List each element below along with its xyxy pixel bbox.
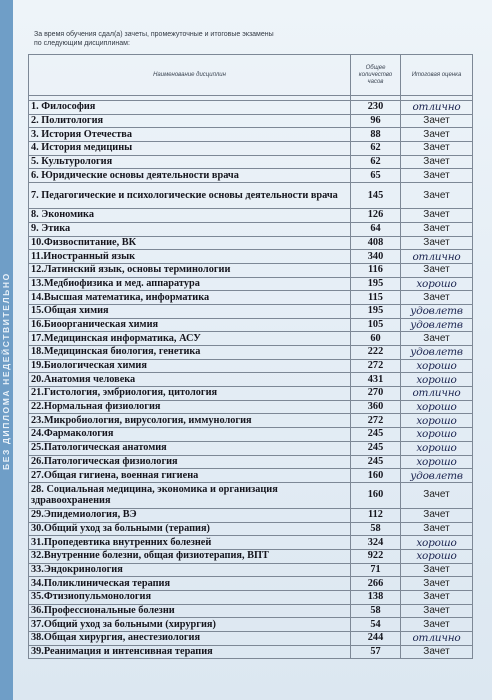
- printed-grade: Зачет: [401, 645, 473, 659]
- printed-grade: Зачет: [401, 563, 473, 577]
- handwritten-grade: хорошо: [401, 359, 473, 373]
- discipline-name: 24.Фармакология: [29, 428, 351, 442]
- discipline-name: 35.Фтизиопульмонология: [29, 591, 351, 605]
- discipline-name: 31.Пропедевтика внутренних болезней: [29, 536, 351, 550]
- table-row: [29, 604, 473, 618]
- discipline-name: 11.Иностранный язык: [29, 250, 351, 264]
- intro-text: [34, 30, 354, 48]
- discipline-name: 27.Общая гигиена, военная гигиена: [29, 469, 351, 483]
- discipline-hours: 115: [351, 291, 401, 305]
- table-row: [29, 549, 473, 563]
- handwritten-grade: удовлетв: [401, 318, 473, 332]
- side-security-band: [0, 0, 13, 700]
- side-band-text: БЕЗ ДИПЛОМА НЕДЕЙСТВИТЕЛЬНО: [1, 272, 11, 470]
- table-row: [29, 536, 473, 550]
- discipline-name: 8. Экономика: [29, 209, 351, 223]
- table-row: [29, 291, 473, 305]
- discipline-hours: 138: [351, 591, 401, 605]
- discipline-hours: 96: [351, 114, 401, 128]
- discipline-name: 38.Общая хирургия, анестезиология: [29, 632, 351, 646]
- handwritten-grade: отлично: [401, 250, 473, 264]
- discipline-hours: 245: [351, 455, 401, 469]
- handwritten-grade: хорошо: [401, 441, 473, 455]
- discipline-name: 2. Политология: [29, 114, 351, 128]
- table-row: [29, 263, 473, 277]
- table-row: [29, 304, 473, 318]
- handwritten-grade: хорошо: [401, 414, 473, 428]
- discipline-name: 4. История медицины: [29, 142, 351, 156]
- table-row: [29, 346, 473, 360]
- discipline-name: 5. Культурология: [29, 155, 351, 169]
- table-row: [29, 414, 473, 428]
- table-row: [29, 359, 473, 373]
- table-row: [29, 332, 473, 346]
- discipline-hours: 272: [351, 359, 401, 373]
- handwritten-grade: хорошо: [401, 400, 473, 414]
- printed-grade: Зачет: [401, 482, 473, 508]
- discipline-name: 6. Юридические основы деятельности врача: [29, 169, 351, 183]
- printed-grade: Зачет: [401, 142, 473, 156]
- discipline-hours: 324: [351, 536, 401, 550]
- discipline-hours: 922: [351, 549, 401, 563]
- discipline-hours: 340: [351, 250, 401, 264]
- discipline-hours: 60: [351, 332, 401, 346]
- table-row: [29, 250, 473, 264]
- printed-grade: Зачет: [401, 604, 473, 618]
- discipline-hours: 222: [351, 346, 401, 360]
- discipline-hours: 195: [351, 304, 401, 318]
- discipline-hours: 431: [351, 373, 401, 387]
- header-grade: Итоговая оценка: [401, 55, 473, 96]
- discipline-name: 20.Анатомия человека: [29, 373, 351, 387]
- printed-grade: Зачет: [401, 128, 473, 142]
- discipline-hours: 245: [351, 441, 401, 455]
- discipline-name: 23.Микробиология, вирусология, иммунология: [29, 414, 351, 428]
- discipline-hours: 64: [351, 222, 401, 236]
- table-row: [29, 591, 473, 605]
- discipline-name: 25.Патологическая анатомия: [29, 441, 351, 455]
- discipline-hours: 245: [351, 428, 401, 442]
- printed-grade: Зачет: [401, 591, 473, 605]
- discipline-name: 15.Общая химия: [29, 304, 351, 318]
- table-row: [29, 645, 473, 659]
- printed-grade: Зачет: [401, 169, 473, 183]
- printed-grade: Зачет: [401, 263, 473, 277]
- discipline-name: 26.Патологическая физиология: [29, 455, 351, 469]
- handwritten-grade: удовлетв: [401, 346, 473, 360]
- printed-grade: Зачет: [401, 222, 473, 236]
- printed-grade: Зачет: [401, 155, 473, 169]
- discipline-hours: 145: [351, 183, 401, 209]
- table-row: [29, 209, 473, 223]
- discipline-hours: 126: [351, 209, 401, 223]
- printed-grade: Зачет: [401, 332, 473, 346]
- discipline-hours: 195: [351, 277, 401, 291]
- header-hours: Общее количество часов: [351, 55, 401, 96]
- discipline-hours: 62: [351, 142, 401, 156]
- discipline-name: 16.Биоорганическая химия: [29, 318, 351, 332]
- table-row: [29, 318, 473, 332]
- table-row: [29, 469, 473, 483]
- discipline-hours: 71: [351, 563, 401, 577]
- discipline-hours: 160: [351, 482, 401, 508]
- discipline-name: 1. Философия: [29, 101, 351, 115]
- discipline-name: 30.Общий уход за больными (терапия): [29, 522, 351, 536]
- discipline-hours: 58: [351, 604, 401, 618]
- discipline-name: 10.Физвоспитание, ВК: [29, 236, 351, 250]
- discipline-name: 22.Нормальная физиология: [29, 400, 351, 414]
- handwritten-grade: хорошо: [401, 549, 473, 563]
- table-row: [29, 114, 473, 128]
- handwritten-grade: хорошо: [401, 536, 473, 550]
- discipline-name: 14.Высшая математика, информатика: [29, 291, 351, 305]
- table-row: [29, 508, 473, 522]
- discipline-name: 36.Профессиональные болезни: [29, 604, 351, 618]
- printed-grade: Зачет: [401, 183, 473, 209]
- table-header-row: [29, 55, 473, 96]
- discipline-name: 34.Поликлиническая терапия: [29, 577, 351, 591]
- printed-grade: Зачет: [401, 508, 473, 522]
- discipline-hours: 408: [351, 236, 401, 250]
- printed-grade: Зачет: [401, 522, 473, 536]
- table-row: [29, 618, 473, 632]
- discipline-hours: 266: [351, 577, 401, 591]
- discipline-hours: 360: [351, 400, 401, 414]
- discipline-name: 21.Гистология, эмбриология, цитология: [29, 387, 351, 401]
- table-row: [29, 155, 473, 169]
- discipline-name: 37.Общий уход за больными (хирургия): [29, 618, 351, 632]
- printed-grade: Зачет: [401, 291, 473, 305]
- discipline-hours: 112: [351, 508, 401, 522]
- table-row: [29, 183, 473, 209]
- discipline-name: 9. Этика: [29, 222, 351, 236]
- table-row: [29, 277, 473, 291]
- discipline-hours: 270: [351, 387, 401, 401]
- handwritten-grade: хорошо: [401, 455, 473, 469]
- discipline-hours: 57: [351, 645, 401, 659]
- printed-grade: Зачет: [401, 114, 473, 128]
- table-row: [29, 101, 473, 115]
- discipline-name: 7. Педагогические и психологические основы деятельности врача: [29, 183, 351, 209]
- table-row: [29, 441, 473, 455]
- discipline-name: 32.Внутренние болезни, общая физиотерапия, ВПТ: [29, 549, 351, 563]
- table-body: [29, 96, 473, 659]
- table-row: [29, 222, 473, 236]
- handwritten-grade: отлично: [401, 387, 473, 401]
- discipline-hours: 272: [351, 414, 401, 428]
- printed-grade: Зачет: [401, 209, 473, 223]
- table-row: [29, 169, 473, 183]
- discipline-hours: 88: [351, 128, 401, 142]
- table-row: [29, 577, 473, 591]
- discipline-name: 12.Латинский язык, основы терминологии: [29, 263, 351, 277]
- printed-grade: Зачет: [401, 618, 473, 632]
- discipline-hours: 116: [351, 263, 401, 277]
- discipline-name: 13.Медбиофизика и мед. аппаратура: [29, 277, 351, 291]
- discipline-name: 28. Социальная медицина, экономика и организация здравоохранения: [29, 482, 351, 508]
- discipline-name: 18.Медицинская биология, генетика: [29, 346, 351, 360]
- handwritten-grade: отлично: [401, 632, 473, 646]
- table-row: [29, 482, 473, 508]
- discipline-name: 3. История Отечества: [29, 128, 351, 142]
- table-row: [29, 522, 473, 536]
- intro-line-2: по следующим дисциплинам:: [34, 40, 130, 47]
- table-row: [29, 428, 473, 442]
- handwritten-grade: хорошо: [401, 373, 473, 387]
- discipline-hours: 160: [351, 469, 401, 483]
- printed-grade: Зачет: [401, 577, 473, 591]
- discipline-hours: 105: [351, 318, 401, 332]
- discipline-name: 17.Медицинская информатика, АСУ: [29, 332, 351, 346]
- table-row: [29, 128, 473, 142]
- discipline-hours: 244: [351, 632, 401, 646]
- table-row: [29, 236, 473, 250]
- discipline-hours: 58: [351, 522, 401, 536]
- handwritten-grade: хорошо: [401, 428, 473, 442]
- discipline-hours: 54: [351, 618, 401, 632]
- discipline-name: 39.Реанимация и интенсивная терапия: [29, 645, 351, 659]
- discipline-hours: 65: [351, 169, 401, 183]
- table-row: [29, 400, 473, 414]
- discipline-name: 19.Биологическая химия: [29, 359, 351, 373]
- table-row: [29, 455, 473, 469]
- discipline-hours: 230: [351, 101, 401, 115]
- discipline-name: 33.Эндокринология: [29, 563, 351, 577]
- discipline-hours: 62: [351, 155, 401, 169]
- printed-grade: Зачет: [401, 236, 473, 250]
- handwritten-grade: удовлетв: [401, 304, 473, 318]
- table-row: [29, 563, 473, 577]
- table-row: [29, 387, 473, 401]
- handwritten-grade: удовлетв: [401, 469, 473, 483]
- table-row: [29, 632, 473, 646]
- intro-line-1: За время обучения сдал(а) зачеты, промежуточные и итоговые экзамены: [34, 31, 274, 38]
- disciplines-table: [28, 54, 473, 659]
- table-row: [29, 142, 473, 156]
- handwritten-grade: отлично: [401, 101, 473, 115]
- table-row: [29, 373, 473, 387]
- handwritten-grade: хорошо: [401, 277, 473, 291]
- discipline-name: 29.Эпидемиология, ВЭ: [29, 508, 351, 522]
- header-discipline: Наименование дисциплин: [29, 55, 351, 96]
